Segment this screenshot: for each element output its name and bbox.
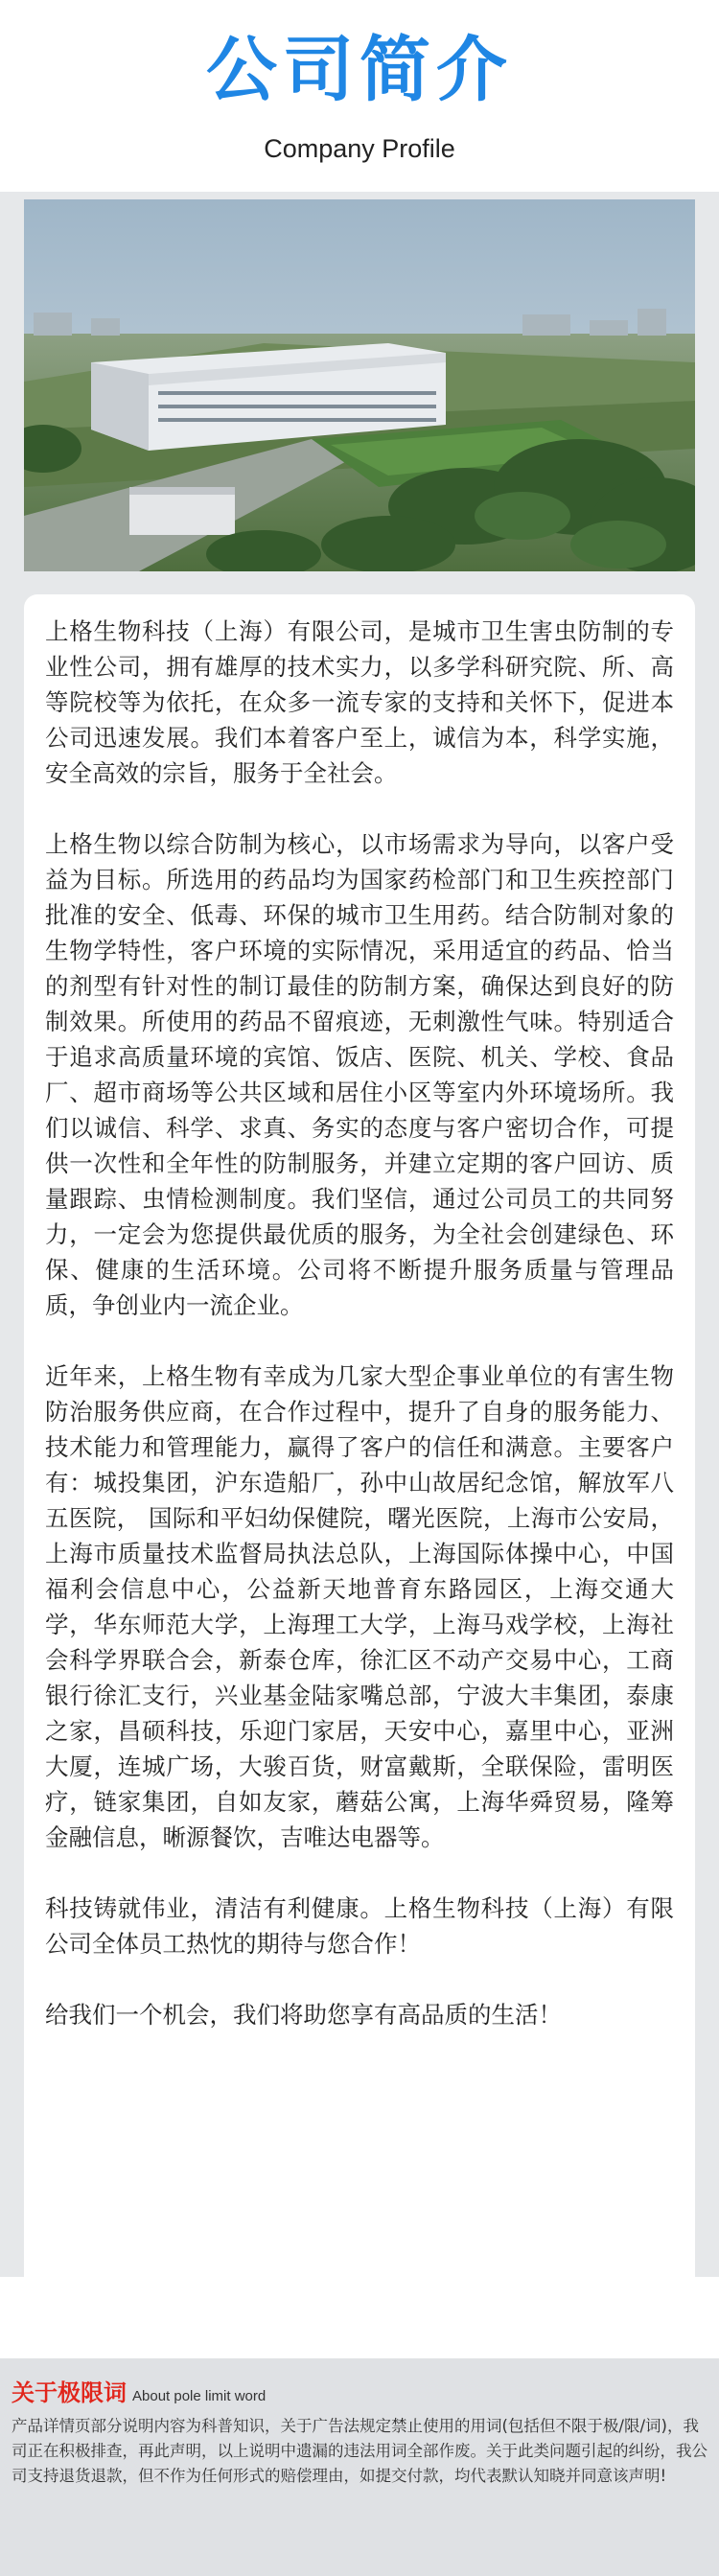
profile-text [45,614,674,2032]
page-subtitle: Company Profile [264,134,455,163]
limit-word-notice [0,2358,719,2576]
notice-title: 关于极限词 [12,2379,127,2406]
profile-paragraph-1: 上格生物科技（上海）有限公司，是城市卫生害虫防制的专业性公司，拥有雄厚的技术实力，以多学科研究院、所、高等院校等为依托，在众多一流专家的支持和关怀下，促进本 公司迅速发展。我们本着客户至上，诚信为本，科学实施，安全高效的宗旨，服务于全社会。 [45,617,674,787]
notice-header [12,2374,266,2408]
profile-paragraph-3: 近年来，上格生物有幸成为几家大型企事业单位的有害生物防治服务供应商，在合作过程中，提升了自身的服务能力、技术能力和管理能力，赢得了客户的信任和满意。主要客户有：城投集团，沪东造船厂，孙中山故居纪念馆，解放军八五医院， 国际和平妇幼保健院，曙光医院，上海市公安局，上海市质量技术监督局执法总队，上海国际体操中心，中国福利会信息中心，公益新天地普育东路园区，上海交通大学，华东师范大学，上海理工大学，上海马戏学校，上海社会科学界联合会，新泰仓库，徐汇区不动产交易中心，工商银行徐汇支行，兴业基金陆家嘴总部，宁波大丰集团，泰康之家，昌硕科技，乐迎门家居，天安中心，嘉里中心，亚洲大厦，连城广场，大骏百货，财富戴斯，全联保险，雷明医疗，链家集团，自如友家，蘑菇公寓，上海华舜贸易，隆筹金融信息，晰源餐饮，吉唯达电器等。 [45,1362,674,1851]
page-title: 公司简介 [206,29,513,111]
profile-paragraph-5: 给我们一个机会，我们将助您享有高品质的生活！ [45,2001,562,2029]
notice-subtitle: About pole limit word [132,2388,267,2404]
profile-paragraph-4: 科技铸就伟业，清洁有利健康。上格生物科技（上海）有限公司全体员工热忱的期待与您合作！ [45,1894,674,1958]
notice-text: 产品详情页部分说明内容为科普知识，关于广告法规定禁止使用的用词(包括但不限于极/限/词)，我司正在积极排查，再此声明，以上说明中遗漏的违法用词全部作废。关于此类问题引起的纠纷，我公司支持退货退款，但不作为任何形式的赔偿理由，如提交付款，均代表默认知晓并同意该声明! [12,2417,707,2485]
company-building-photo [24,199,695,571]
company-profile-card [24,594,695,2328]
profile-paragraph-2: 上格生物以综合防制为核心，以市场需求为导向，以客户受益为目标。所选用的药品均为国家药检部门和卫生疾控部门批准的安全、低毒、环保的城市卫生用药。结合防制对象的生物学特性，客户环境的实际情况，采用适宜的药品、恰当的剂型有针对性的制订最佳的防制方案，确保达到良好的防制效果。所使用的药品不留痕迹，无刺激性气味。特别适合于追求高质量环境的宾馆、饭店、医院、机关、学校、食品厂、超市商场等公共区域和居住小区等室内外环境场所。我们以诚信、科学、求真、务实的态度与客户密切合作，可提供一次性和全年性的防制服务，并建立定期的客户回访、质量跟踪、虫情检测制度。我们坚信，通过公司员工的共同努力，一定会为您提供最优质的服务，为全社会创建绿色、环保、健康的生活环境。公司将不断提升服务质量与管理品质，争创业内一流企业。 [45,830,674,1319]
